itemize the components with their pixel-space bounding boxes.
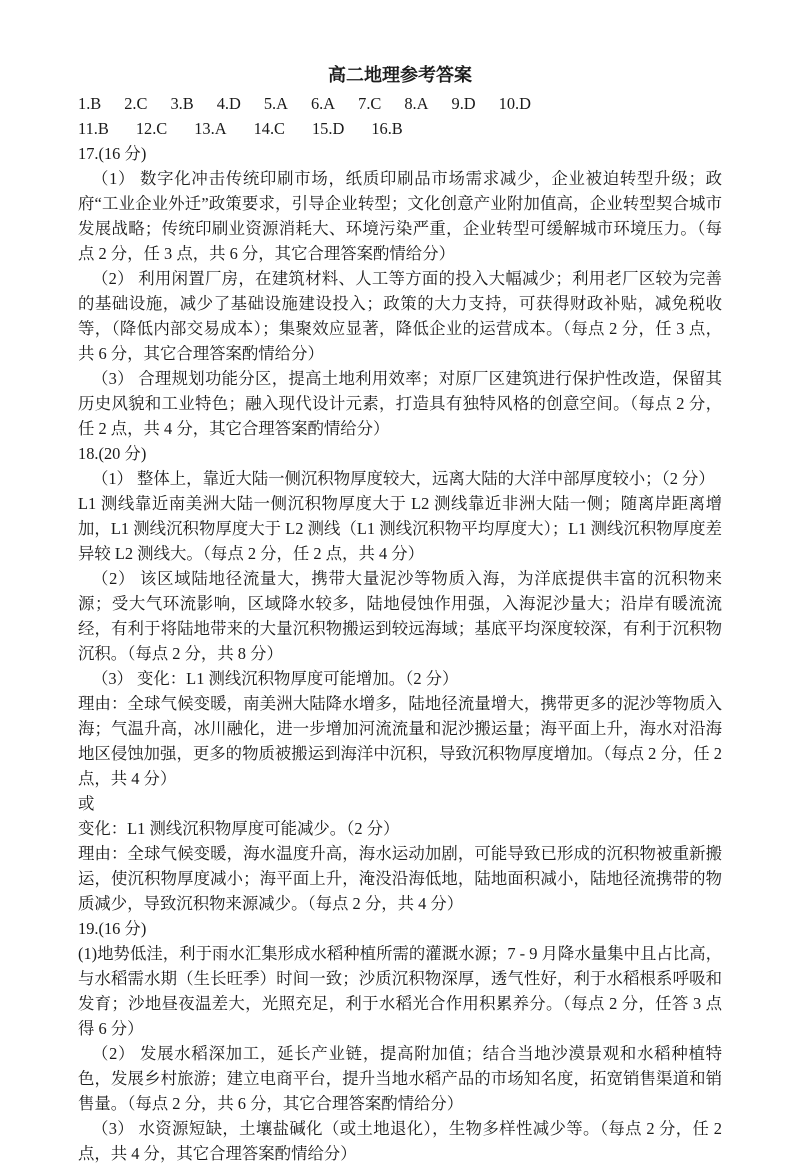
question-heading: 17.(16 分) [78,144,147,163]
question-18-answers [78,441,722,916]
answer-paragraph: L1 测线靠近南美洲大陆一侧沉积物厚度大于 L2 测线靠近非洲大陆一侧；随离岸距离增加，L1 测线沉积物厚度大于 L2 测线（L1 测线沉积物平均厚度大）；L1 测线沉积物厚度差异较 L2 测线大。（每点 2 分，任 2 点，共 4 分） [78,494,722,563]
answer-paragraph: 变化：L1 测线沉积物厚度可能减少。（2 分） [78,819,400,838]
choice-answer: 6.A [310,94,336,113]
choice-answer: 15.D [311,119,345,138]
choice-answer: 8.A [404,94,429,113]
question-heading: 19.(16 分) [78,919,147,938]
answer-paragraph: (1)地势低洼，利于雨水汇集形成水稻种植所需的灌溉水源；7 - 9 月降水量集中且占比高，与水稻需水期（生长旺季）时间一致；沙质沉积物深厚，透气性好，利于水稻根系呼吸和发育；沙地昼夜温差大，光照充足，利于水稻光合作用积累养分。（每点 2 分，任答 3 点得 6 分） [78,944,722,1038]
choice-answer: 12.C [135,119,168,138]
answer-paragraph: 或 [78,794,95,813]
answer-paragraph: （2） 该区域陆地径流量大，携带大量泥沙等物质入海，为洋底提供丰富的沉积物来源；受大气环流影响，区域降水较多，陆地侵蚀作用强，入海泥沙量大；沿岸有暖流流经，有利于将陆地带来的大量沉积物搬运到较远海域；基底平均深度较深，有利于沉积物沉积。（每点 2 分，共 8 分） [78,569,722,663]
choice-answer: 7.C [358,94,382,113]
answer-paragraph: （2） 发展水稻深加工，延长产业链，提高附加值；结合当地沙漠景观和水稻种植特色，发展乡村旅游；建立电商平台，提升当地水稻产品的市场知名度，拓宽销售渠道和销售量。（每点 2 分，共 6 分，其它合理答案酌情给分） [78,1044,722,1113]
answer-paragraph: （1） 数字化冲击传统印刷市场，纸质印刷品市场需求减少，企业被迫转型升级；政府“工业企业外迁”政策要求，引导企业转型；文化创意产业附加值高，企业转型契合城市发展战略；传统印刷业资源消耗大、环境污染严重，企业转型可缓解城市环境压力。（每点 2 分，任 3 点，共 6 分，其它合理答案酌情给分） [78,169,722,263]
choice-answer: 14.C [253,119,285,138]
answer-paragraph: 理由：全球气候变暖，海水温度升高，海水运动加剧，可能导致已形成的沉积物被重新搬运，使沉积物厚度减小；海平面上升，淹没沿海低地，陆地面积减小，陆地径流携带的物质减少，导致沉积物来源减少。（每点 2 分，共 4 分） [78,844,722,913]
question-17-answers [78,141,722,441]
choice-answer: 1.B [78,94,102,113]
choice-answer: 13.A [194,119,227,138]
answer-paragraph: （3） 水资源短缺，土壤盐碱化（或土地退化），生物多样性减少等。（每点 2 分，任 2 点，共 4 分，其它合理答案酌情给分） [78,1119,722,1163]
choice-answer: 9.D [451,94,476,113]
choice-answer: 4.D [216,94,241,113]
answer-paragraph: 理由：全球气候变暖，南美洲大陆降水增多，陆地径流量增大，携带更多的泥沙等物质入海；气温升高，冰川融化，进一步增加河流流量和泥沙搬运量；海平面上升，海水对沿海地区侵蚀加强，更多的物质被搬运到海洋中沉积，导致沉积物厚度增加。（每点 2 分，任 2 点，共 4 分） [78,694,722,788]
answer-paragraph: （3） 合理规划功能分区，提高土地利用效率；对原厂区建筑进行保护性改造，保留其历史风貌和工业特色；融入现代设计元素，打造具有独特风格的创意空间。（每点 2 分，任 2 点，共 4 分，其它合理答案酌情给分） [78,369,722,438]
multiple-choice-answers-row-1 [78,91,722,116]
choice-answer: 16.B [371,119,403,138]
answer-paragraph: （3） 变化：L1 测线沉积物厚度可能增加。（2 分） [91,669,459,688]
answer-paragraph: （1） 整体上，靠近大陆一侧沉积物厚度较大，远离大陆的大洋中部厚度较小；（2 分） [91,469,715,488]
choice-answer: 2.C [124,94,148,113]
choice-answer: 3.B [170,94,194,113]
answer-paragraph: （2） 利用闲置厂房，在建筑材料、人工等方面的投入大幅减少；利用老厂区较为完善的基础设施，减少了基础设施建设投入；政策的大力支持，可获得财政补贴，减免税收等，（降低内部交易成本）；集聚效应显著，降低企业的运营成本。（每点 2 分，任 3 点，共 6 分，其它合理答案酌情给分） [78,269,722,363]
choice-answer: 10.D [498,94,531,113]
question-19-answers [78,916,722,1166]
choice-answer: 5.A [263,94,288,113]
question-heading: 18.(20 分) [78,444,147,463]
multiple-choice-answers-row-2 [78,116,722,141]
choice-answer: 11.B [78,119,109,138]
page-title: 高二地理参考答案 [328,65,472,85]
